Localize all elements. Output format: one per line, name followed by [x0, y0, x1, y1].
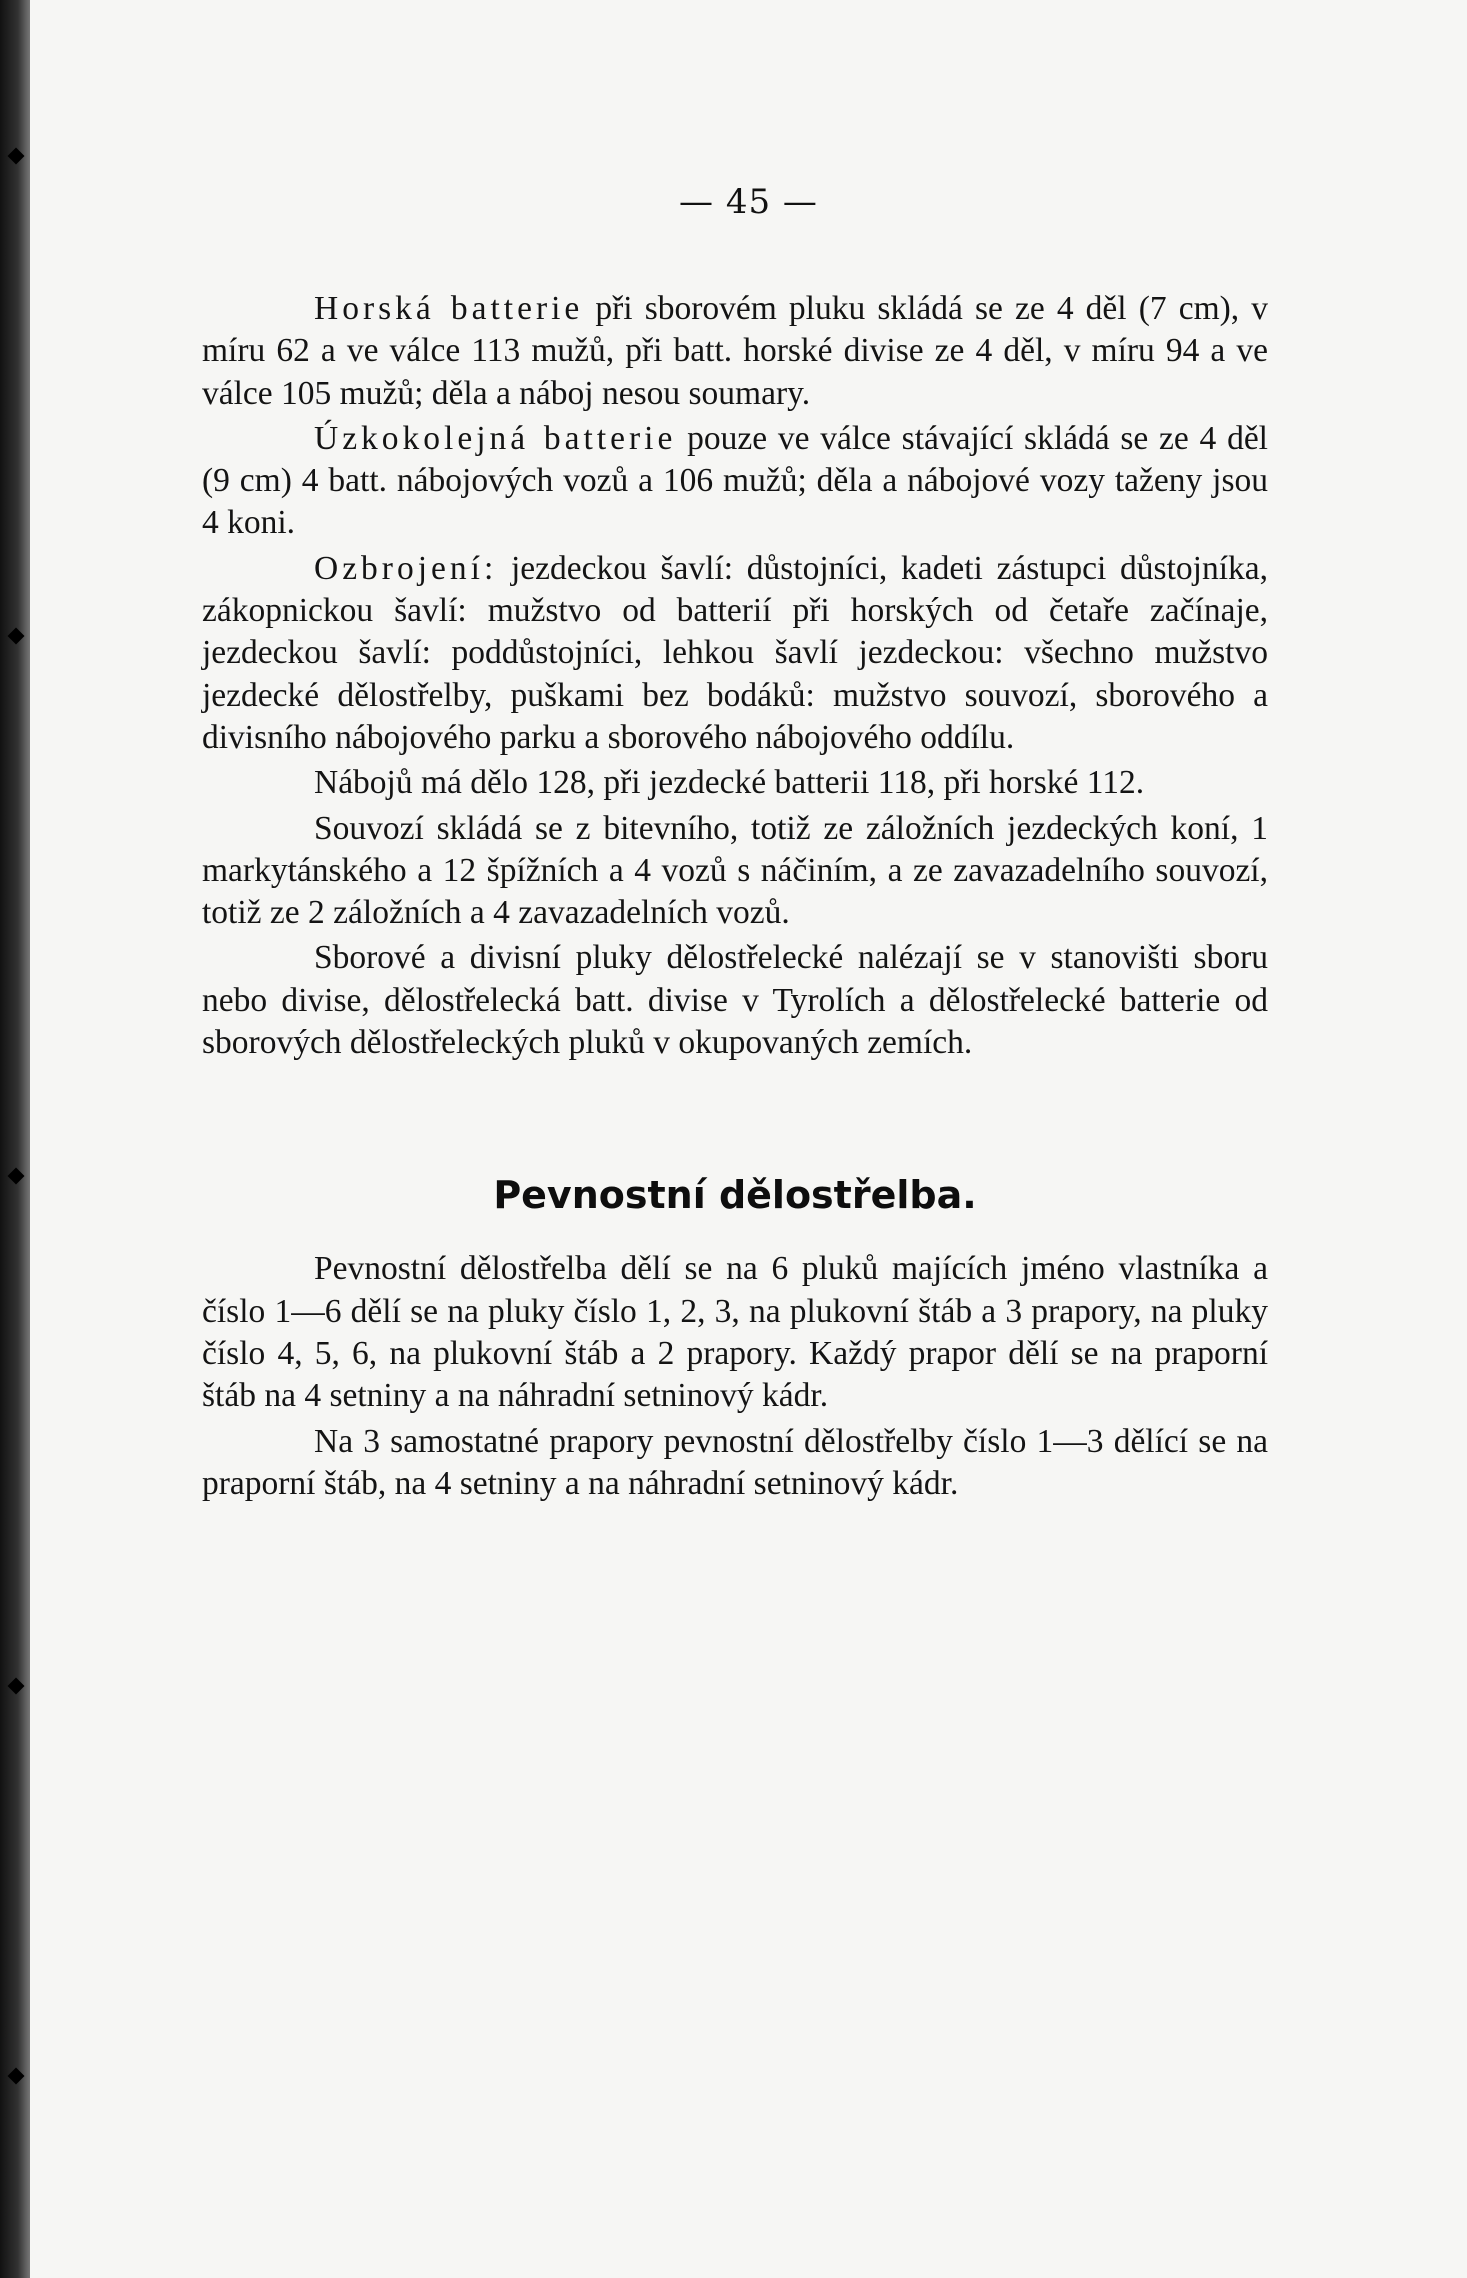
paragraph-ozbrojeni	[202, 548, 1268, 759]
binding-mark	[8, 2068, 25, 2085]
paragraph-lead: Ozbrojení:	[314, 549, 498, 587]
paragraph-text: Na 3 samostatné prapory pevnostní dělostřelby číslo 1—3 dělící se na praporní štáb, na 4 setniny a na náhradní setninový kádr.	[202, 1422, 1268, 1502]
page-body	[202, 288, 1268, 1505]
section-heading: Pevnostní dělostřelba.	[493, 1173, 977, 1218]
paragraph-text: Sborové a divisní pluky dělostřelecké nalézají se v stanovišti sboru nebo divise, dělostřelecká batt. divise v Tyrolích a dělostřelecké batterie od sborových dělostřeleckých pluků v okupovaných zemích.	[202, 939, 1268, 1062]
page-number: — 45 —	[679, 182, 818, 222]
paragraph-text: pouze ve válce stávající skládá se ze 4 děl (9 cm) 4 batt. nábojových vozů a 106 mužů; děla a nábojové vozy taženy jsou 4 koni.	[202, 419, 1268, 542]
paragraph-text: Souvozí skládá se z bitevního, totiž ze záložních jezdeckých koní, 1 markytánského a 12 špížních a 4 vozů s náčiním, a ze zavazadelního souvozí, totiž ze 2 záložních a 4 zavazadelních vozů.	[202, 809, 1268, 932]
binding-mark	[8, 148, 25, 165]
paragraph-naboju	[202, 762, 1268, 804]
paragraph-horska-batterie	[202, 288, 1268, 415]
binding-mark	[8, 1678, 25, 1695]
page-binding-edge	[0, 0, 30, 2278]
binding-mark	[8, 1168, 25, 1185]
paragraph-lead: Horská batterie	[314, 290, 584, 327]
paragraph-sborove-pluky	[202, 937, 1268, 1064]
paragraph-text: při sborovém pluku skládá se ze 4 děl (7 cm), v míru 62 a ve válce 113 mužů, při batt. horské divise ze 4 děl, v míru 94 a ve válce 105 mužů; děla a náboj nesou soumary.	[202, 290, 1268, 412]
paragraph-pevnostni-delostrelba	[202, 1248, 1268, 1417]
paragraph-souvozi	[202, 808, 1268, 935]
paragraph-text: Nábojů má dělo 128, při jezdecké batterii 118, při horské 112.	[314, 764, 1145, 802]
paragraph-uzkokolejna-batterie	[202, 418, 1268, 545]
paragraph-samostatne-prapory	[202, 1421, 1268, 1506]
paragraph-text: jezdeckou šavlí: důstojníci, kadeti zástupci důstojníka, zákopnickou šavlí: mužstvo od batterií při horských od četaře začínaje, jezdeckou šavlí: poddůstojníci, lehkou šavlí jezdeckou: všechno mužstvo jezdecké dělostřelby, puškami bez bodáků: mužstvo souvozí, sborového a divisního nábojového parku a sborového nábojového oddílu.	[202, 549, 1268, 756]
paragraph-text: Pevnostní dělostřelba dělí se na 6 pluků majících jméno vlastníka a číslo 1—6 dělí se na pluky číslo 1, 2, 3, na plukovní štáb a 3 prapory, na pluky číslo 4, 5, 6, na plukovní štáb a 2 prapory. Každý prapor dělí se na praporní štáb na 4 setniny a na náhradní setninový kádr.	[202, 1250, 1268, 1415]
book-page	[30, 0, 1467, 2278]
binding-mark	[8, 628, 25, 645]
paragraph-lead: Úzkokolejná batterie	[314, 419, 677, 457]
